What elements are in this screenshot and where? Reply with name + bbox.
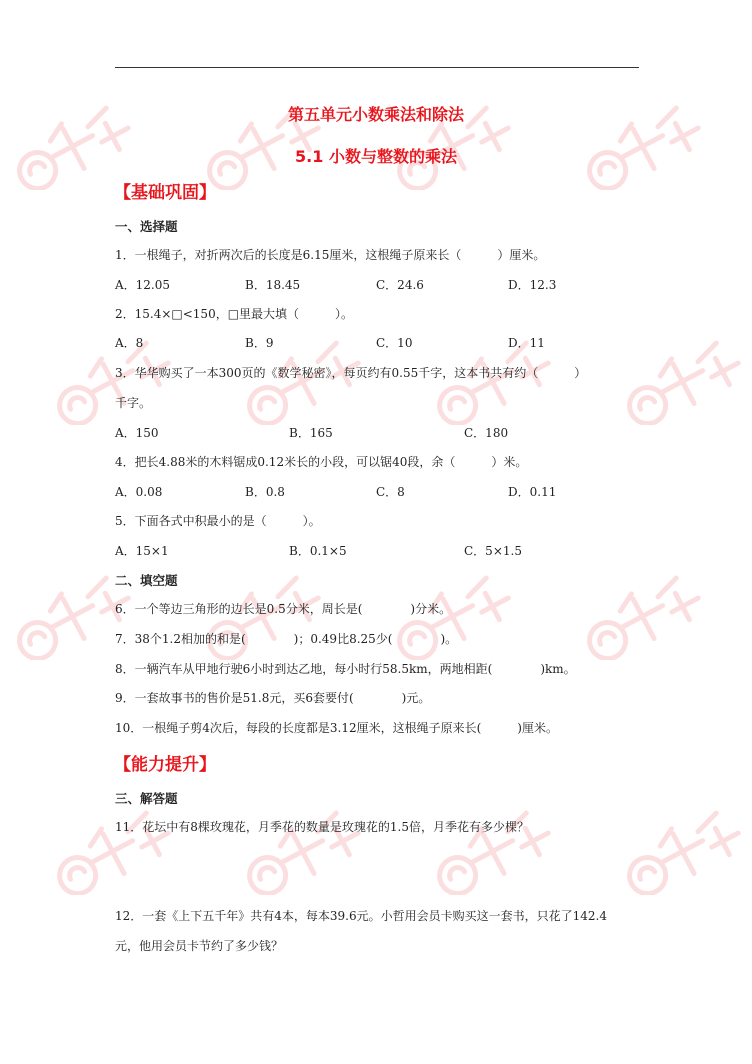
question-3-line-2: 千字。 bbox=[115, 396, 152, 410]
question-3-line-1: 3．华华购买了一本300页的《数学秘密》，每页约有0.55千字，这本书共有约（ ） bbox=[115, 366, 587, 380]
question-1: 1．一根绳子，对折两次后的长度是6.15厘米，这根绳子原来长（ ）厘米。 bbox=[115, 248, 546, 262]
question-7: 7．38个1.2相加的和是( )；0.49比8.25少( )。 bbox=[115, 632, 458, 646]
q5-option-b: B．0.1×5 bbox=[289, 544, 347, 558]
question-10: 10．一根绳子剪4次后，每段的长度都是3.12厘米，这根绳子原来长( )厘米。 bbox=[115, 721, 558, 735]
section-advanced: 【能力提升】 bbox=[114, 755, 216, 775]
page-subtitle: 5.1 小数与整数的乘法 bbox=[295, 147, 457, 166]
q3-option-a: A．150 bbox=[115, 426, 159, 440]
q4-option-a: A．0.08 bbox=[115, 485, 163, 499]
q3-option-b: B．165 bbox=[289, 426, 333, 440]
niuxuexi-logo-icon bbox=[610, 805, 752, 895]
q5-option-a: A．15×1 bbox=[115, 544, 169, 558]
q5-option-c: C．5×1.5 bbox=[464, 544, 522, 558]
q3-option-c: C．180 bbox=[464, 426, 509, 440]
q2-option-d: D．11 bbox=[508, 336, 545, 350]
niuxuexi-logo-icon bbox=[610, 335, 752, 425]
q1-option-b: B．18.45 bbox=[245, 278, 301, 292]
q4-option-d: D．0.11 bbox=[508, 485, 557, 499]
q4-option-c: C．8 bbox=[376, 485, 405, 499]
q1-option-a: A．12.05 bbox=[115, 278, 171, 292]
question-12-line-1: 12．一套《上下五千年》共有4本，每本39.6元。小哲用会员卡购买这一套书，只花了142.4 bbox=[115, 909, 607, 923]
q2-option-c: C．10 bbox=[376, 336, 413, 350]
q4-option-b: B．0.8 bbox=[245, 485, 285, 499]
question-2: 2．15.4×□<150，□里最大填（ ）。 bbox=[115, 307, 354, 321]
q1-option-d: D．12.3 bbox=[508, 278, 557, 292]
question-6: 6．一个等边三角形的边长是0.5分米，周长是( )分米。 bbox=[115, 602, 452, 616]
page-title: 第五单元小数乘法和除法 bbox=[287, 105, 464, 124]
subsection-answer: 三、解答题 bbox=[115, 791, 178, 806]
subsection-choice: 一、选择题 bbox=[115, 219, 178, 234]
q2-option-b: B．9 bbox=[245, 336, 274, 350]
header-rule bbox=[115, 67, 639, 68]
q1-option-c: C．24.6 bbox=[376, 278, 424, 292]
question-4: 4．把长4.88米的木料锯成0.12米长的小段，可以锯40段，余（ ）米。 bbox=[115, 455, 528, 469]
q2-option-a: A．8 bbox=[115, 336, 144, 350]
question-5: 5．下面各式中积最小的是（ ）。 bbox=[115, 514, 321, 528]
question-9: 9．一套故事书的售价是51.8元，买6套要付( )元。 bbox=[115, 691, 431, 705]
section-basic: 【基础巩固】 bbox=[114, 183, 216, 203]
question-12-line-2: 元，他用会员卡节约了多少钱？ bbox=[115, 939, 284, 953]
question-8: 8．一辆汽车从甲地行驶6小时到达乙地，每小时行58.5km，两地相距( )km。 bbox=[115, 662, 576, 676]
subsection-fill: 二、填空题 bbox=[115, 573, 178, 588]
question-11: 11．花坛中有8棵玫瑰花，月季花的数量是玫瑰花的1.5倍，月季花有多少棵？ bbox=[115, 820, 529, 834]
niuxuexi-logo-icon bbox=[570, 570, 720, 660]
